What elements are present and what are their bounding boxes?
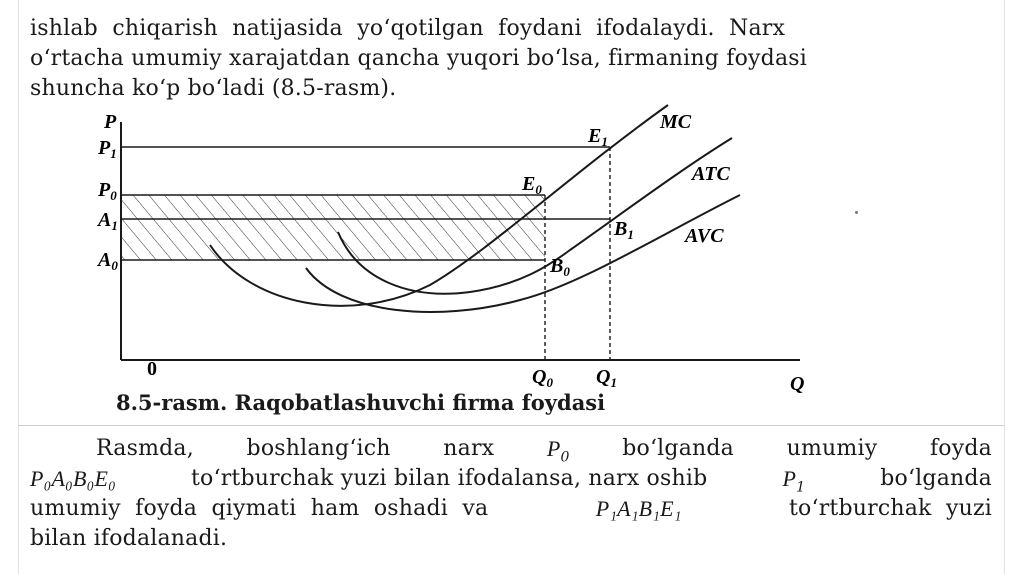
- symbol-p1: $P_1$: [782, 466, 806, 496]
- word-bolganda-2: bo‘lganda: [880, 466, 992, 491]
- word-foyda: foyda: [929, 436, 992, 461]
- bottom-line-1: [30, 434, 992, 464]
- top-line-2: o‘rtacha umumiy xarajatdan qancha yuqori bo‘lsa, firmaning foydasi: [30, 46, 807, 71]
- formula-p0a0b0e0: P₀A₀B₀E₀: [30, 466, 116, 491]
- b1-label: $B_1$: [614, 218, 634, 242]
- bottom-line-3-text: umumiy foyda qiymati ham oshadi va: [30, 496, 489, 521]
- avc-label: AVC: [685, 225, 724, 247]
- top-paragraph: [30, 14, 992, 104]
- bottom-paragraph: [30, 434, 992, 554]
- word-narx: narx: [443, 436, 495, 461]
- top-line-3: shuncha ko‘p bo‘ladi (8.5-rasm).: [30, 76, 397, 101]
- bottom-line-2-text: to‘rtburchak yuzi bilan ifodalansa, narx oshib: [191, 466, 708, 491]
- a0-label: $A_0$: [98, 249, 118, 273]
- x-axis-label: Q: [790, 373, 805, 395]
- right-border: [1004, 0, 1005, 574]
- stray-dot: [855, 211, 858, 214]
- bottom-line-3: [30, 494, 992, 524]
- figure-caption: 8.5-rasm. Raqobatlashuvchi firma foydasi: [116, 390, 606, 415]
- bottom-line-2: [30, 464, 992, 494]
- y-axis-label: P: [104, 111, 117, 133]
- word-bolganda: bo‘lganda: [622, 436, 734, 461]
- a1-label: $A_1$: [98, 209, 118, 233]
- symbol-p0: $P_0$: [546, 436, 570, 466]
- bottom-line-3-end: to‘rtburchak yuzi: [789, 496, 992, 521]
- atc-label: ATC: [692, 163, 730, 185]
- bottom-line-4: bilan ifodalanadi.: [30, 526, 228, 551]
- e1-label: $E_1$: [588, 125, 608, 149]
- q0-label: $Q_0$: [532, 366, 553, 390]
- separator-line: [18, 425, 1004, 426]
- left-border: [18, 0, 19, 574]
- p0-label: $P_0$: [98, 179, 117, 203]
- mc-label: MC: [660, 111, 692, 133]
- p1-label: $P_1$: [98, 137, 117, 161]
- formula-p1a1b1e1: P₁A₁B₁E₁: [595, 496, 682, 521]
- word-boshlangich: boshlang‘ich: [246, 436, 391, 461]
- top-line-1: ishlab chiqarish natijasida yo‘qotilgan foydani ifodalaydi. Narx: [30, 16, 786, 41]
- q1-label: $Q_1$: [596, 366, 617, 390]
- profit-diagram: [100, 100, 860, 400]
- word-umumiy: umumiy: [786, 436, 878, 461]
- e0-label: $E_0$: [522, 173, 542, 197]
- origin-label: 0: [147, 358, 157, 380]
- word-rasmda: Rasmda,: [96, 436, 194, 461]
- b0-label: $B_0$: [550, 255, 570, 279]
